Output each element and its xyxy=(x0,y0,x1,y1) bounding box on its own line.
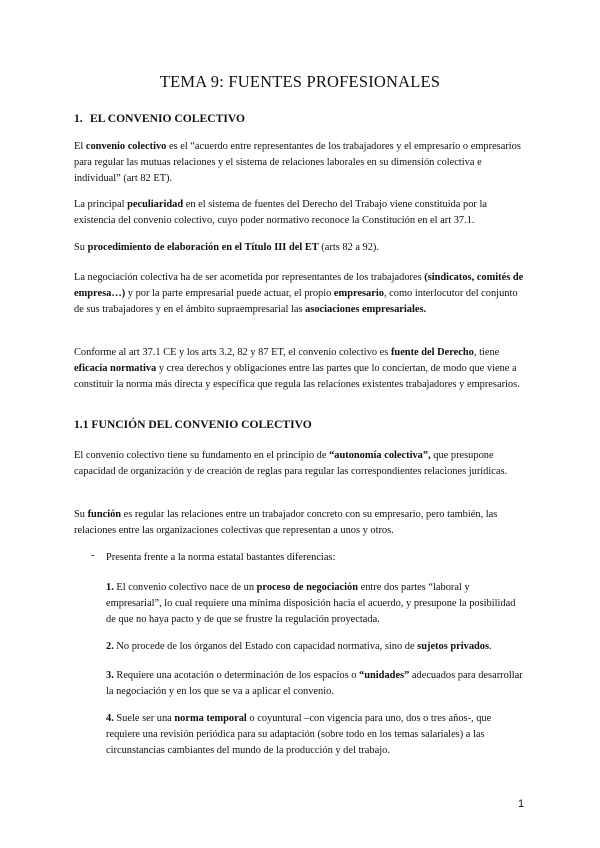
bold-text: convenio colectivo xyxy=(85,141,167,152)
text: en el sistema de fuentes del Derecho del Trabajo viene constituida por la existencia del convenio colectivo, cuyo poder normativo reconoce la Constitución en el art 37.1. xyxy=(74,199,487,226)
bold-text: asociaciones empresariales. xyxy=(305,304,427,315)
document-title: TEMA 9: FUENTES PROFESIONALES xyxy=(159,72,441,91)
paragraph-source-of-law xyxy=(74,345,526,393)
bold-text: proceso de negociación xyxy=(256,582,359,593)
text: Suele ser una xyxy=(113,713,175,724)
paragraph-function xyxy=(74,507,526,539)
bullet-text: Presenta frente a la norma estatal bastantes diferencias: xyxy=(106,552,336,563)
text: y por la parte empresarial puede actuar, el propio xyxy=(125,288,334,299)
text: es el “acuerdo entre representantes de los trabajadores y el empresario o empresarios para regular las mutuas relaciones y el sistema de relaciones laborales en su dimensión colectiva e individual” (art 82 ET). xyxy=(74,141,521,184)
bold-text: procedimiento de elaboración en el Título III del ET xyxy=(87,242,319,253)
bold-text: sujetos privados xyxy=(417,641,490,652)
bold-text: eficacia normativa xyxy=(74,363,157,374)
text: que presupone capacidad de organización y de creación de reglas para regular las correspondientes relaciones jurídicas. xyxy=(74,450,508,477)
bold-text: función xyxy=(87,509,122,520)
text: , tiene xyxy=(473,347,500,358)
paragraph-autonomy xyxy=(74,448,526,480)
item-number: 1. xyxy=(106,582,114,593)
text: Conforme al art 37.1 CE y los arts 3.2, 82 y 87 ET, el convenio colectivo es xyxy=(74,347,391,358)
text: adecuados para desarrollar la negociación y en los que se va a aplicar el convenio. xyxy=(106,670,523,697)
section-title: EL CONVENIO COLECTIVO xyxy=(90,112,246,125)
list-item-2 xyxy=(106,639,526,655)
paragraph-definition xyxy=(74,139,526,187)
text: Su xyxy=(74,242,88,253)
text: (arts 82 a 92). xyxy=(318,242,379,253)
text: La negociación colectiva ha de ser acometida por representantes de los trabajadores xyxy=(74,272,425,283)
list-item-4 xyxy=(106,711,526,759)
text: entre dos partes “laboral y empresarial”, lo cual requiere una mínima disposición hacia el acuerdo, y presupone la posibilidad de que no haya pacto y de que se frustre la regulación proyectada. xyxy=(106,582,516,625)
bold-text: (sindicatos, comités de empresa…) xyxy=(74,272,524,299)
text: No procede de los órganos del Estado con capacidad normativa, sino de xyxy=(113,641,418,652)
bold-text: empresario xyxy=(333,288,384,299)
paragraph-procedure xyxy=(74,240,526,256)
list-item-1 xyxy=(106,580,526,628)
text: y crea derechos y obligaciones entre las partes que lo conciertan, de modo que viene a constituir la norma más directa y específica que regula las relaciones existentes trabajadores y empresarios. xyxy=(74,363,520,390)
text: Requiere una acotación o determinación de los espacios o xyxy=(113,670,360,681)
text: , como interlocutor del conjunto de sus trabajadores y en el ámbito supraempresarial las xyxy=(74,288,518,315)
text: El convenio colectivo nace de un xyxy=(113,582,257,593)
text: El xyxy=(74,141,86,152)
text: es regular las relaciones entre un trabajador concreto con su empresario, pero también, las relaciones entre las organizaciones colectivas que representan a unos y otros. xyxy=(74,509,498,536)
item-number: 3. xyxy=(106,670,114,681)
text: La principal xyxy=(74,199,128,210)
text: . xyxy=(489,641,492,652)
bullet-dash: - xyxy=(91,550,95,561)
bold-text: “autonomía colectiva”, xyxy=(329,450,431,461)
item-number: 2. xyxy=(106,641,114,652)
bold-text: “unidades” xyxy=(359,670,410,681)
text: o coyuntural –con vigencia para uno, dos o tres años-, que requiere una revisión periódica para su adaptación (sobre todo en los temas salariales) a las circunstancias cambiantes del mundo de la producción y del trabajo. xyxy=(106,713,492,756)
section-heading-1 xyxy=(74,112,245,125)
text: El convenio colectivo tiene su fundamento en el principio de xyxy=(74,450,330,461)
section-number: 1. xyxy=(74,112,83,125)
bold-text: peculiaridad xyxy=(127,199,184,210)
bold-text: norma temporal xyxy=(174,713,247,724)
item-number: 4. xyxy=(106,713,114,724)
page-number: 1 xyxy=(518,798,525,810)
bold-text: fuente del Derecho xyxy=(390,347,474,358)
section-heading-1-1: 1.1 FUNCIÓN DEL CONVENIO COLECTIVO xyxy=(74,418,312,431)
list-item-3 xyxy=(106,668,526,700)
paragraph-negotiation xyxy=(74,270,526,318)
paragraph-peculiarity xyxy=(74,197,526,229)
text: Su xyxy=(74,509,88,520)
